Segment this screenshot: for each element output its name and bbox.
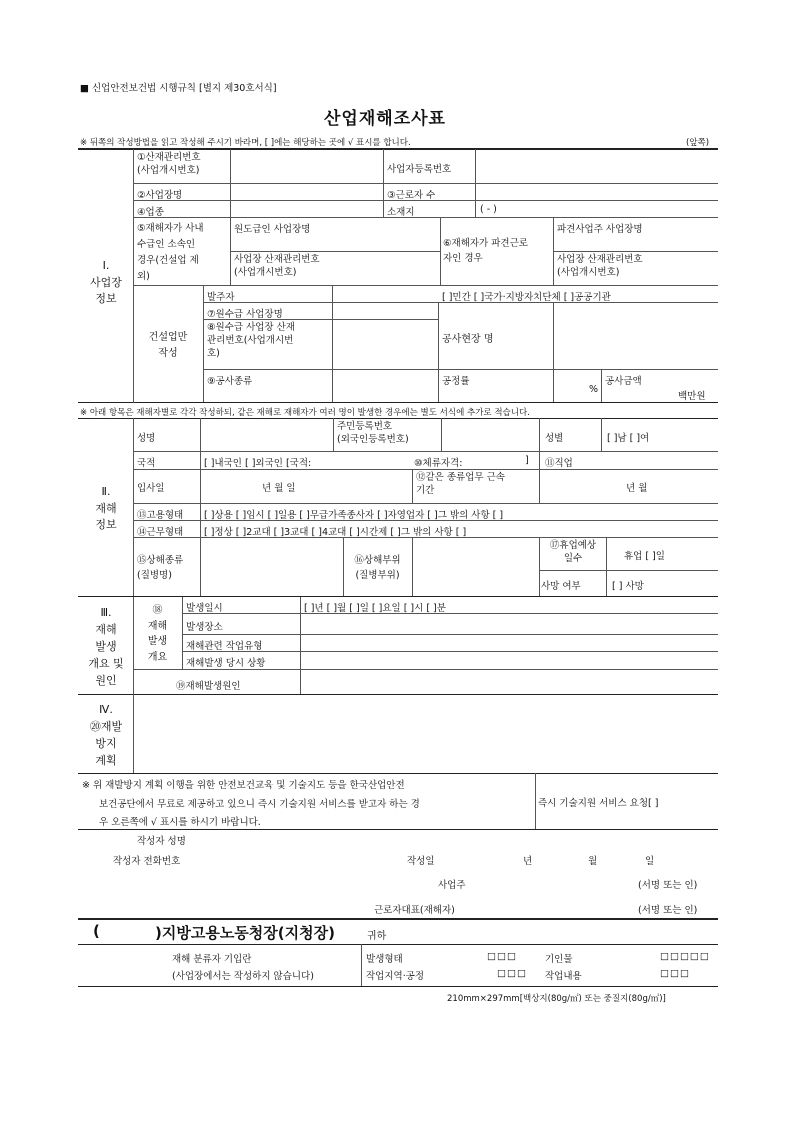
industrial-mgmt-no-label: ①산재관리번호 — [137, 152, 201, 163]
leave-days-value[interactable]: 휴업 [ ]일 — [624, 551, 665, 562]
location-zip: ( - ) — [480, 204, 497, 215]
work-type-label: ⑨공사종류 — [207, 376, 253, 387]
leave-label-a: ⑰휴업예상 — [549, 540, 597, 551]
orderer-options[interactable]: [ ]민간 [ ]국가·지방자치단체 [ ]공공기관 — [442, 292, 611, 303]
section4-label-a: ⑳재발 — [89, 720, 123, 734]
dispatch-mgmt-no-label: 사업장 산재관리번호 — [557, 254, 643, 265]
employer-label: 사업주 — [438, 880, 466, 891]
occur-form-boxes[interactable]: □□□ — [487, 951, 517, 962]
classifier-label-b: (사업장에서는 작성하지 않습니다) — [172, 971, 314, 983]
overview-label-c: 개요 — [147, 651, 168, 663]
addressee-office: )지방고용노동청장(지청장) — [155, 924, 335, 942]
written-date-label: 작성일 — [407, 856, 435, 867]
section2-label-b: 정보 — [95, 518, 117, 531]
prime-no-label-a: ⑧원수급 사업장 산재 — [207, 322, 295, 333]
writer-phone-label: 작성자 전화번호 — [113, 856, 181, 867]
workplace-name-label: ②사업장명 — [137, 190, 183, 201]
subcontract-label-a: ⑤재해자가 사내 — [137, 223, 204, 234]
name-label: 성명 — [137, 433, 156, 444]
employment-type-options[interactable]: [ ]상용 [ ]임시 [ ]일용 [ ]무급가족종사자 [ ]자영업자 [ ]그 밖의 사항 [ ] — [204, 510, 504, 521]
dispatch-label-a: ⑥재해자가 파견근로 — [443, 238, 528, 249]
amount-label: 공사금액 — [605, 376, 642, 387]
site-name-label: 공사현장 명 — [442, 334, 494, 345]
construction-only-b: 작성 — [158, 348, 178, 359]
nationality-label: 국적 — [137, 458, 156, 469]
section4-label-b: 방지 — [95, 737, 117, 751]
region-process-label: 작업지역·공정 — [366, 971, 425, 982]
overview-num: ⑱ — [152, 605, 163, 616]
section2-num: Ⅱ. — [101, 485, 111, 498]
writer-name-label: 작성자 성명 — [137, 836, 186, 847]
worker-rep-label: 근로자대표(재해자) — [374, 905, 455, 916]
job-label: ⑪직업 — [545, 458, 573, 469]
hire-date-value[interactable]: 년 월 일 — [262, 483, 296, 494]
section1-label-a: 사업장 — [90, 275, 122, 289]
percent-unit: % — [589, 384, 599, 395]
same-work-label-a: ⑫같은 종류업무 근속 — [416, 472, 505, 483]
section1-num: Ⅰ. — [102, 259, 110, 272]
page-side-label: (앞쪽) — [686, 138, 710, 148]
employer-sign[interactable]: (서명 또는 인) — [638, 880, 698, 891]
per-victim-note: ※ 아래 항목은 재해자별로 각각 작성하되, 같은 재해로 재해자가 여러 명이 발생한 경우에는 별도 서식에 추가로 적습니다. — [80, 408, 530, 418]
subcontract-label-b: 수급인 소속인 — [137, 239, 196, 251]
hire-date-label: 입사일 — [137, 483, 165, 494]
prime-mgmt-no-sub: (사업개시번호) — [234, 266, 297, 278]
overview-label-b: 발생 — [147, 636, 168, 647]
page-title: 산업재해조사표 — [324, 109, 446, 129]
section2-label-a: 재해 — [95, 501, 117, 515]
occur-datetime-value[interactable]: [ ]년 [ ]월 [ ]일 [ ]요일 [ ]시 [ ]분 — [304, 603, 446, 614]
same-work-label-b: 기간 — [416, 484, 435, 496]
support-text-a: ※ 위 재발방지 계획 이행을 위한 안전보건교육 및 기술지도 등을 한국산업안전 — [82, 780, 405, 791]
injury-type-label-a: ⑮상해종류 — [137, 555, 184, 566]
work-pattern-options[interactable]: [ ]정상 [ ]2교대 [ ]3교대 [ ]4교대 [ ]시간제 [ ]그 밖의 사항 [ ] — [204, 527, 467, 538]
employment-type-label: ⑬고용형태 — [137, 510, 184, 521]
work-kind-label: 재해관련 작업유형 — [186, 641, 263, 652]
occur-place-label: 발생장소 — [186, 622, 223, 633]
section3-label-c: 개요 및 — [88, 657, 124, 671]
subcontract-label-c: 경우(건설업 제 — [137, 255, 199, 267]
progress-label: 공정률 — [442, 376, 470, 387]
prime-name-label: ⑦원수급 사업장명 — [207, 309, 283, 320]
occur-datetime-label: 발생일시 — [186, 603, 223, 614]
dispatch-workplace-label: 파견사업주 사업장명 — [557, 224, 643, 235]
industry-label: ④업종 — [137, 207, 164, 218]
subcontract-label-d: 외) — [137, 271, 150, 283]
cause-obj-label: 기인물 — [545, 954, 573, 965]
gender-label: 성별 — [545, 433, 564, 444]
visa-label: ⑩체류자격: — [414, 458, 463, 469]
section3-label-a: 재해 — [95, 623, 117, 637]
section4-num: Ⅳ. — [99, 703, 113, 716]
same-work-value[interactable]: 년 월 — [626, 483, 648, 494]
section3-num: Ⅲ. — [100, 606, 112, 619]
written-month: 월 — [588, 856, 598, 867]
cause-label: ⑲재해발생원인 — [176, 681, 241, 692]
support-text-b: 보건공단에서 무료로 제공하고 있으니 즉시 기술지원 서비스를 받고자 하는 경 — [99, 798, 420, 810]
dispatch-mgmt-no-sub: (사업개시번호) — [557, 266, 620, 278]
work-content-boxes[interactable]: □□□ — [660, 968, 690, 979]
written-year: 년 — [523, 856, 533, 867]
addressee-paren: ( — [93, 922, 100, 940]
leave-label-b: 일수 — [563, 552, 583, 564]
addressee-suffix: 귀하 — [367, 931, 387, 942]
industrial-mgmt-no-sub: (사업개시번호) — [137, 164, 200, 176]
nationality-options[interactable]: [ ]내국인 [ ]외국인 [국적: — [204, 458, 312, 469]
visa-close: ] — [525, 455, 529, 466]
situation-label: 재해발생 당시 상황 — [186, 658, 266, 669]
form-reference: ■ 신업안전보건법 시행규칙 [별지 제30호서식] — [80, 83, 277, 94]
death-label: 사망 여부 — [541, 581, 581, 592]
work-content-label: 작업내용 — [545, 971, 582, 982]
cause-obj-boxes[interactable]: □□□□□ — [660, 951, 710, 962]
location-label: 소재지 — [387, 207, 415, 218]
work-pattern-label: ⑭근무형태 — [137, 527, 184, 538]
death-option[interactable]: [ ] 사망 — [612, 581, 644, 592]
occur-form-label: 발생형태 — [366, 954, 403, 965]
injury-type-label-b: (질병명) — [137, 570, 172, 582]
written-day: 일 — [645, 856, 655, 867]
resident-no-sub: (외국인등록번호) — [337, 433, 409, 445]
prime-mgmt-no-label: 사업장 산재관리번호 — [234, 254, 320, 265]
biz-reg-no-label: 사업자등록번호 — [387, 164, 452, 175]
paper-spec-footer: 210mm×297mm[백상지(80g/㎡) 또는 중질지(80g/㎡)] — [447, 994, 666, 1004]
classifier-label-a: 재해 분류자 기입란 — [172, 954, 252, 965]
worker-rep-sign[interactable]: (서명 또는 인) — [638, 905, 698, 916]
injury-part-label-a: ⑯상해부위 — [354, 555, 401, 566]
prime-no-label-c: 호) — [207, 347, 220, 359]
resident-no-label: 주민등록번호 — [337, 421, 393, 432]
region-process-boxes[interactable]: □□□ — [497, 968, 527, 979]
overview-label-a: 재해 — [147, 620, 168, 632]
section4-label-c: 계획 — [95, 754, 117, 768]
injury-part-label-b: (질병부위) — [355, 570, 400, 582]
prime-no-label-b: 관리번호(사업개시번 — [207, 334, 294, 346]
prime-workplace-label: 원도급인 사업장명 — [234, 224, 311, 235]
amount-unit: 백만원 — [678, 391, 706, 402]
dispatch-label-b: 자인 경우 — [443, 253, 483, 265]
support-request-checkbox[interactable]: 즉시 기술지원 서비스 요청[ ] — [538, 798, 659, 809]
num-workers-label: ③근로자 수 — [387, 190, 436, 201]
section1-label-b: 정보 — [95, 292, 117, 305]
orderer-label: 발주자 — [207, 292, 235, 303]
section3-label-d: 원인 — [95, 674, 117, 688]
section3-label-b: 발생 — [95, 640, 117, 654]
construction-only-a: 건설업만 — [148, 332, 188, 343]
instruction-note: ※ 뒤쪽의 작성방법을 읽고 작성해 주시기 바라며, [ ]에는 해당하는 곳에 √ 표시를 합니다. — [80, 138, 411, 148]
gender-options[interactable]: [ ]남 [ ]여 — [607, 433, 650, 444]
support-text-c: 우 오른쪽에 √ 표시를 하시기 바랍니다. — [99, 817, 261, 829]
